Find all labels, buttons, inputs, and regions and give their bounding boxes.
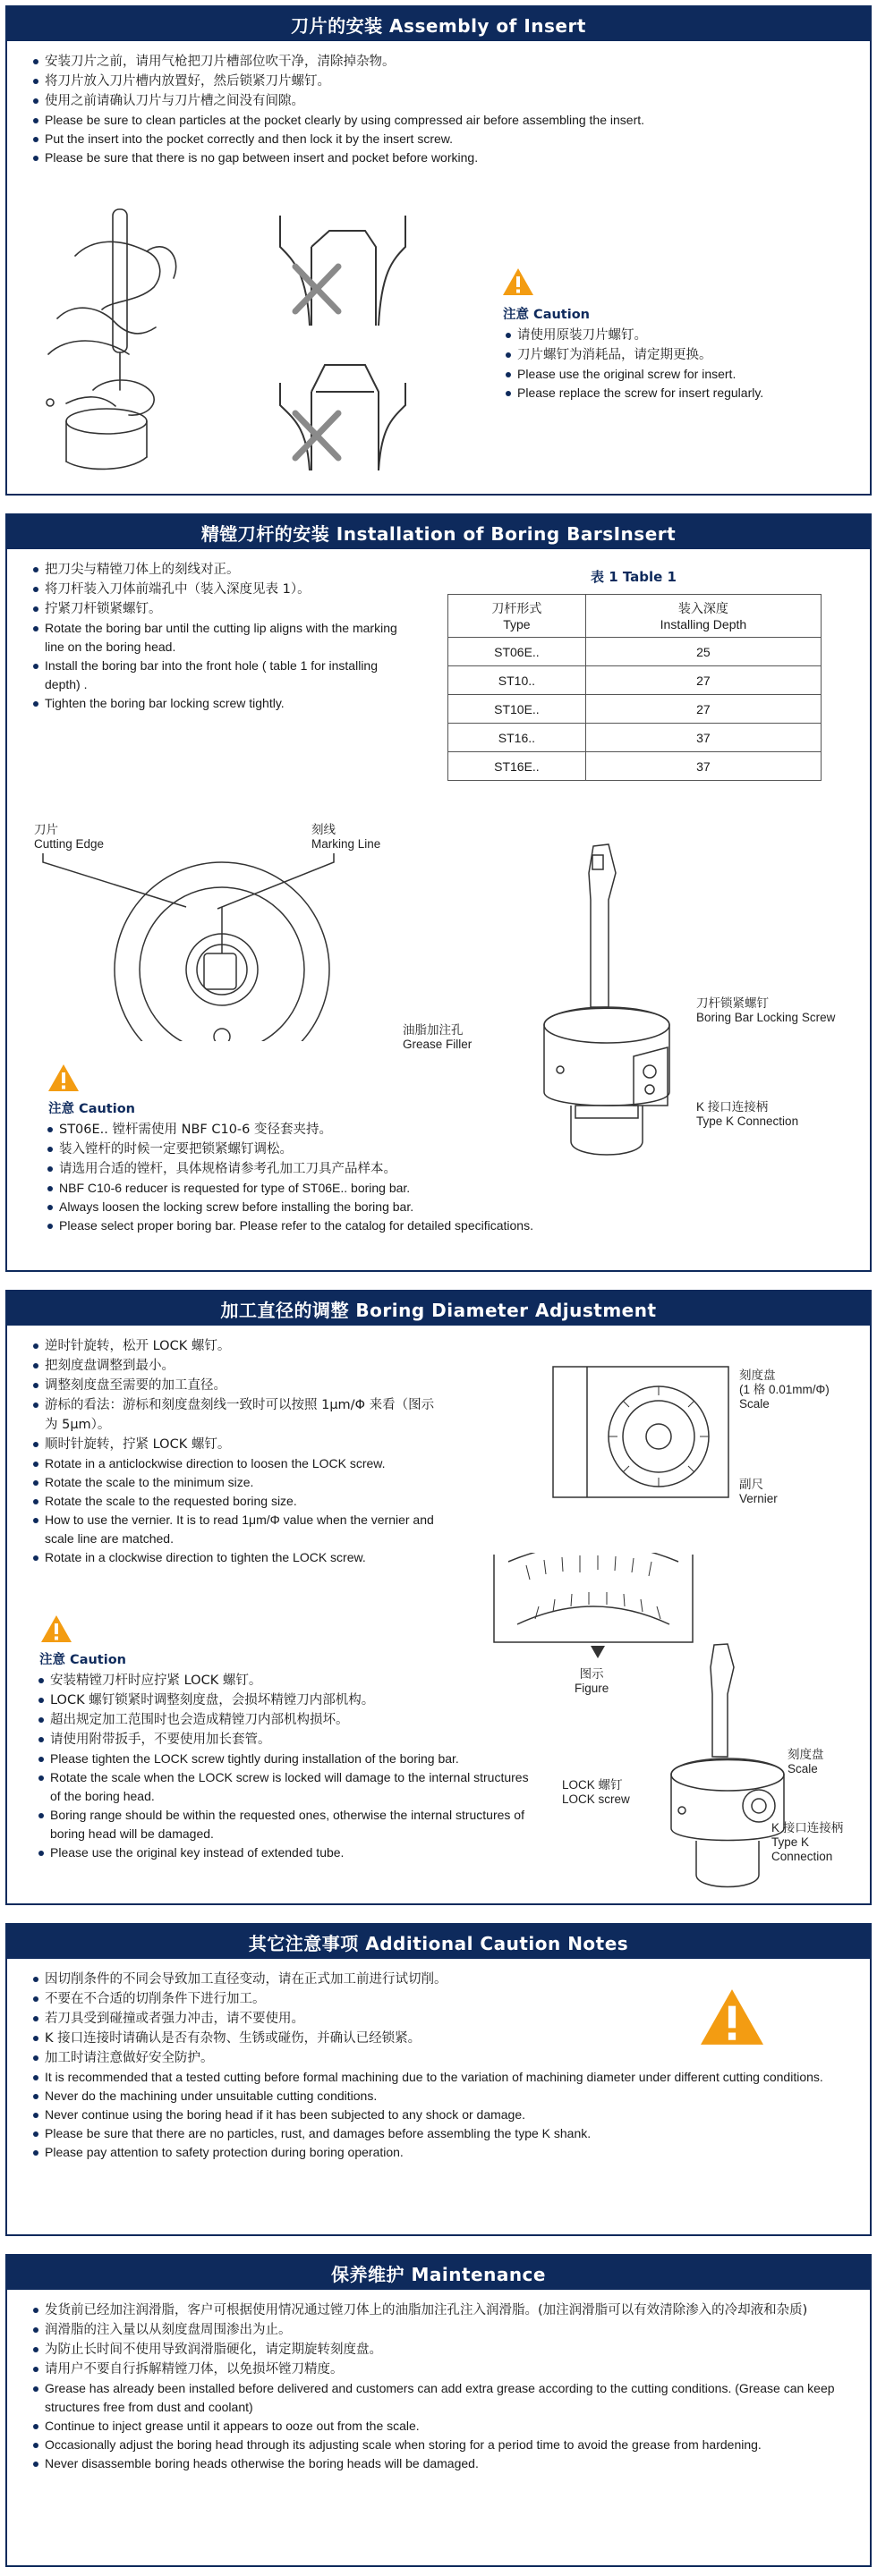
caution-list	[36, 1671, 542, 1862]
list-item: 请使用附带扳手，不要使用加长套管。	[36, 1730, 542, 1750]
caution-title: 注意 Caution	[503, 308, 590, 322]
caution-title: 注意 Caution	[39, 1653, 126, 1667]
list-item: 超出规定加工范围时也会造成精镗刀内部机构损坏。	[36, 1710, 542, 1730]
maintenance-bullet-list	[30, 2301, 854, 2473]
table-caption: 表 1 Table 1	[590, 569, 677, 585]
section-assembly-of-insert	[5, 5, 872, 496]
diameter-bullet-list	[30, 1336, 442, 1567]
list-item: Please be sure to clean particles at the pocket clearly by using compressed air before assembling the insert.	[30, 111, 854, 130]
section-title: 保养维护 Maintenance	[7, 2256, 870, 2290]
list-item: Rotate the boring bar until the cutting lip aligns with the marking line on the boring head.	[30, 619, 406, 657]
figure-label: 图示 Figure	[575, 1667, 609, 1695]
list-item: K 接口连接时请确认是否有杂物、生锈或碰伤，并确认已经锁紧。	[30, 2029, 854, 2048]
list-item: Please use the original screw for insert.	[503, 365, 861, 384]
list-item: 发货前已经加注润滑脂，客户可根据使用情况通过镗刀体上的油脂加注孔注入润滑脂。(加注润滑脂可以有效清除渗入的冷却液和杂质)	[30, 2301, 854, 2320]
list-item: Always loosen the locking screw before installing the boring bar.	[45, 1198, 671, 1216]
list-item: Occasionally adjust the boring head through its adjusting scale when storing for a period time to avoid the grease from hardening.	[30, 2436, 854, 2454]
list-item: 安装刀片之前，请用气枪把刀片槽部位吹干净，清除掉杂物。	[30, 52, 854, 72]
insert-bullet-list	[30, 52, 854, 167]
list-item: Rotate in a anticlockwise direction to loosen the LOCK screw.	[30, 1454, 442, 1473]
k-connection-label: K 接口连接柄 Type K Connection	[771, 1821, 844, 1863]
list-item: NBF C10-6 reducer is requested for type of ST06E.. boring bar.	[45, 1179, 671, 1198]
list-item: 安装精镗刀杆时应拧紧 LOCK 螺钉。	[36, 1671, 542, 1690]
hand-screwdriver-illustration	[39, 202, 183, 479]
scale-dial-drawing	[551, 1365, 730, 1499]
list-item: 把刀尖与精镗刀体上的刻线对正。	[30, 560, 406, 580]
list-item: 刀片螺钉为消耗品，请定期更换。	[503, 345, 861, 365]
section-boring-diameter-adjustment	[5, 1290, 872, 1905]
warning-icon	[39, 1614, 73, 1644]
incorrect-gap-diagram-2	[276, 356, 410, 472]
list-item: Never do the machining under unsuitable cutting conditions.	[30, 2087, 854, 2106]
incorrect-gap-diagram-1	[276, 211, 410, 327]
list-item: 将刀杆装入刀体前端孔中（装入深度见表 1）。	[30, 580, 406, 599]
list-item: ST06E.. 镗杆需使用 NBF C10-6 变径套夹持。	[45, 1120, 671, 1140]
boring-bullet-list	[30, 560, 406, 713]
list-item: Rotate the scale when the LOCK screw is locked will damage to the internal structures of the boring head.	[36, 1768, 542, 1806]
list-item: 将刀片放入刀片槽内放置好，然后锁紧刀片螺钉。	[30, 72, 854, 91]
cutting-edge-label: 刀片 Cutting Edge	[34, 823, 105, 851]
list-item: 不要在不合适的切削条件下进行加工。	[30, 1989, 854, 2009]
table-row: ST10.. 27	[448, 666, 822, 695]
list-item: Please tighten the LOCK screw tightly during installation of the boring bar.	[36, 1750, 542, 1768]
list-item: 因切削条件的不同会导致加工直径变动，请在正式加工前进行试切削。	[30, 1970, 854, 1989]
caution-list	[503, 326, 861, 402]
list-item: It is recommended that a tested cutting before formal machining due to the variation of machining diameter under different cutting conditions.	[30, 2068, 854, 2087]
list-item: Never disassemble boring heads otherwise the boring heads will be damaged.	[30, 2454, 854, 2473]
list-item: Rotate in a clockwise direction to tighten the LOCK screw.	[30, 1548, 442, 1567]
boring-head-front-view	[34, 853, 356, 1041]
scale-label: 刻度盘 Scale	[788, 1748, 824, 1775]
list-item: Grease has already been installed before delivered and customers can add extra grease according to the cutting conditions. (Grease can keep structures free from dust and coolant)	[30, 2379, 854, 2417]
list-item: Rotate the scale to the requested boring size.	[30, 1492, 442, 1511]
caution-title: 注意 Caution	[48, 1102, 135, 1116]
locking-screw-label: 刀杆锁紧螺钉 Boring Bar Locking Screw	[696, 996, 836, 1024]
section-title: 刀片的安装 Assembly of Insert	[7, 7, 870, 41]
caution-list	[45, 1120, 671, 1235]
list-item: 使用之前请确认刀片与刀片槽之间没有间隙。	[30, 91, 854, 111]
list-item: 请使用原装刀片螺钉。	[503, 326, 861, 345]
list-item: Please use the original key instead of extended tube.	[36, 1843, 542, 1862]
list-item: 为防止长时间不使用导致润滑脂硬化，请定期旋转刻度盘。	[30, 2340, 854, 2360]
list-item: 拧紧刀杆锁紧螺钉。	[30, 599, 406, 619]
list-item: 把刻度盘调整到最小。	[30, 1356, 442, 1376]
list-item: Continue to inject grease until it appears to ooze out from the scale.	[30, 2417, 854, 2436]
list-item: 游标的看法：游标和刻度盘刻线一致时可以按照 1μm/Φ 来看（图示为 5μm）。	[30, 1395, 442, 1435]
list-item: Put the insert into the pocket correctly and then lock it by the insert screw.	[30, 130, 854, 148]
grease-filler-label: 油脂加注孔 Grease Filler	[403, 1023, 473, 1051]
k-connection-label: K 接口连接柄 Type K Connection	[696, 1100, 799, 1128]
list-item: Boring range should be within the requested ones, otherwise the internal structures of boring head will be damaged.	[36, 1806, 542, 1843]
section-maintenance	[5, 2254, 872, 2567]
marking-line-label: 刻线 Marking Line	[311, 823, 381, 851]
section-title: 其它注意事项 Additional Caution Notes	[7, 1925, 870, 1959]
vernier-label: 副尺 Vernier	[739, 1478, 778, 1505]
list-item: 逆时针旋转，松开 LOCK 螺钉。	[30, 1336, 442, 1356]
list-item: Rotate the scale to the minimum size.	[30, 1473, 442, 1492]
list-item: Install the boring bar into the front hole ( table 1 for installing depth) .	[30, 657, 406, 694]
list-item: 若刀具受到碰撞或者强力冲击，请不要使用。	[30, 2009, 854, 2029]
list-item: Please replace the screw for insert regularly.	[503, 384, 861, 402]
warning-icon	[696, 1986, 768, 2048]
list-item: Please be sure that there are no particles, rust, and damages before assembling the type K shank.	[30, 2124, 854, 2143]
list-item: 请选用合适的镗杆，具体规格请参考孔加工刀具产品样本。	[45, 1159, 671, 1179]
list-item: Tighten the boring bar locking screw tightly.	[30, 694, 406, 713]
list-item: 顺时针旋转，拧紧 LOCK 螺钉。	[30, 1435, 442, 1454]
table-header-row	[448, 595, 822, 638]
table-row: ST16.. 37	[448, 724, 822, 752]
dial-scale-label: 刻度盘 (1 格 0.01mm/Φ) Scale	[739, 1368, 830, 1411]
list-item: 请用户不要自行拆解精镗刀体，以免损坏镗刀精度。	[30, 2360, 854, 2379]
table-row: ST10E.. 27	[448, 695, 822, 724]
section-installation-of-boring-bars	[5, 513, 872, 1272]
list-item: 加工时请注意做好安全防护。	[30, 2048, 854, 2068]
list-item: 润滑脂的注入量以从刻度盘周围渗出为止。	[30, 2320, 854, 2340]
table-row: ST06E.. 25	[448, 638, 822, 666]
lock-screw-label: LOCK 螺钉 LOCK screw	[562, 1778, 630, 1806]
list-item: Please select proper boring bar. Please refer to the catalog for detailed specifications.	[45, 1216, 671, 1235]
list-item: Never continue using the boring head if it has been subjected to any shock or damage.	[30, 2106, 854, 2124]
table-row: ST16E.. 37	[448, 752, 822, 781]
section-title: 加工直径的调整 Boring Diameter Adjustment	[7, 1292, 870, 1326]
list-item: How to use the vernier. It is to read 1μm/Φ value when the vernier and scale line are matched.	[30, 1511, 442, 1548]
list-item: 装入镗杆的时候一定要把锁紧螺钉调松。	[45, 1140, 671, 1159]
section-additional-caution-notes	[5, 1923, 872, 2236]
column-header-type: 刀杆形式 Type	[448, 595, 586, 638]
warning-icon	[47, 1063, 81, 1093]
list-item: 调整刻度盘至需要的加工直径。	[30, 1376, 442, 1395]
warning-icon	[501, 267, 535, 297]
installing-depth-table	[447, 594, 822, 781]
section-title: 精镗刀杆的安装 Installation of Boring BarsInsert	[7, 515, 870, 549]
column-header-depth: 装入深度 Installing Depth	[585, 595, 821, 638]
list-item: Please be sure that there is no gap between insert and pocket before working.	[30, 148, 854, 167]
list-item: Please pay attention to safety protection during boring operation.	[30, 2143, 854, 2162]
list-item: LOCK 螺钉锁紧时调整刻度盘，会损坏精镗刀内部机构。	[36, 1690, 542, 1710]
